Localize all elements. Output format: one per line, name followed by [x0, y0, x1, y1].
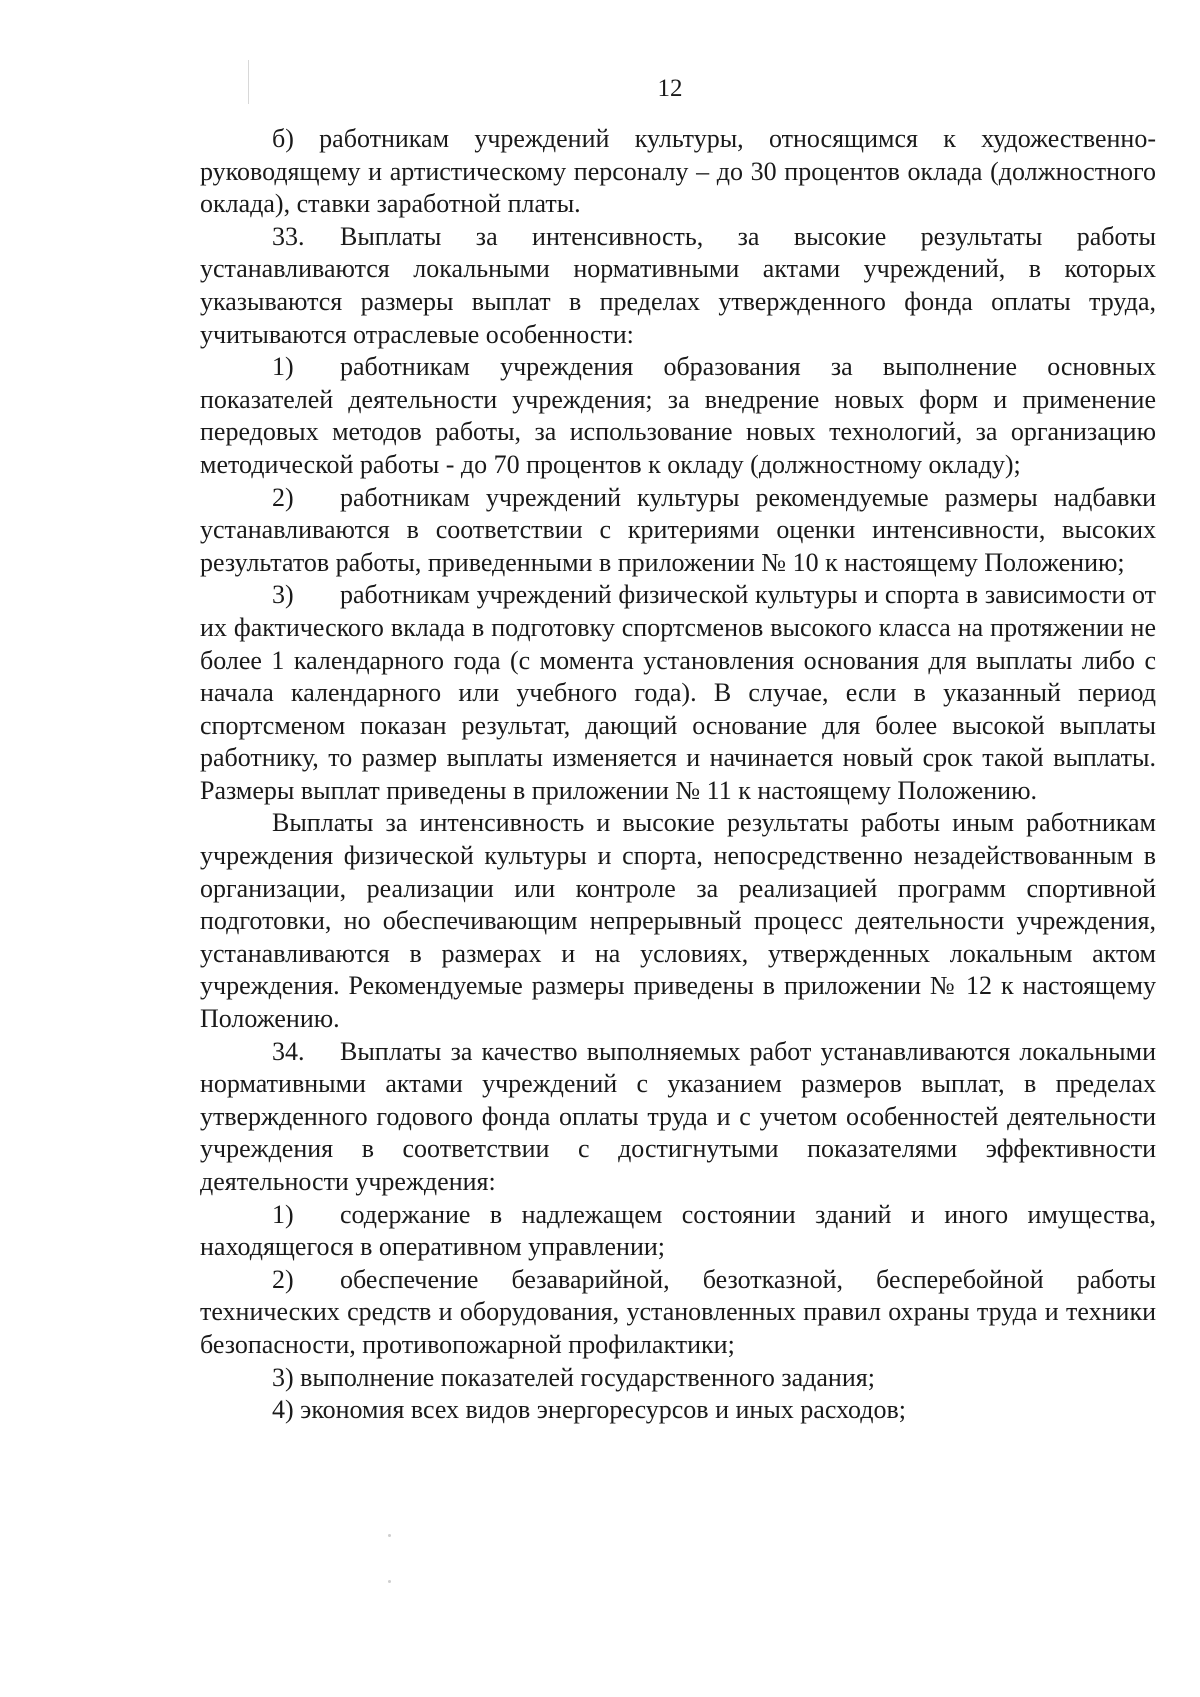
paragraph-number: 33. [272, 221, 305, 251]
list-item-text: 3) выполнение показателей государственного задания; [272, 1362, 875, 1392]
list-item-2-culture [200, 482, 1156, 580]
scan-artifact-dot [388, 1534, 391, 1537]
list-item-number: 3) [272, 580, 294, 610]
list-item-text: 4) экономия всех видов энергоресурсов и иных расходов; [272, 1395, 907, 1425]
list-item-1-education [200, 351, 1156, 481]
page-number: 12 [657, 75, 683, 102]
list-item-3-sport [200, 579, 1156, 807]
list-item-4-energy-saving [200, 1394, 1156, 1427]
paragraph-other-sport-staff [200, 807, 1156, 1035]
list-item-number: 2) [272, 482, 294, 512]
paragraph-text: Выплаты за интенсивность, за высокие результаты работы устанавливаются локальными нормативными актами учреждений, в которых указываются размеры выплат в пределах утвержденного фонда оплаты труда, учитываются отраслевые особенности: [200, 221, 1156, 349]
list-item-3-state-task [200, 1362, 1156, 1395]
list-item-1-property [200, 1199, 1156, 1264]
list-item-text: работникам учреждения образования за выполнение основных показателей деятельности учреждения; за внедрение новых форм и применение передовых методов работы, за использование новых технологий, за организацию методической работы - до 70 процентов к окладу (должностному окладу); [200, 352, 1156, 479]
paragraph-number: 34. [272, 1036, 305, 1066]
paragraph-text: б) работникам учреждений культуры, относящимся к художественно-руководящему и артистическому персоналу – до 30 процентов оклада (должностного оклада), ставки заработной платы. [200, 124, 1156, 219]
list-item-text: обеспечение безаварийной, безотказной, бесперебойной работы технических средств и оборудования, установленных правил охраны труда и техники безопасности, противопожарной профилактики; [200, 1264, 1156, 1359]
list-item-text: работникам учреждений физической культуры и спорта в зависимости от их фактического вклада в подготовку спортсменов высокого класса на протяжении не более 1 календарного года (с момента установления основания для выплаты либо с начала календарного или учебного года). В случае, если в указанный период спортсменом показан результат, дающий основание для более высокой выплаты работнику, то размер выплаты изменяется и начинается новый срок такой выплаты. Размеры выплат приведены в приложении № 11 к настоящему Положению. [200, 580, 1156, 805]
paragraph-34 [200, 1036, 1156, 1199]
list-item-text: работникам учреждений культуры рекомендуемые размеры надбавки устанавливаются в соответствии с критериями оценки интенсивности, высоких результатов работы, приведенными в приложении № 10 к настоящему Положению; [200, 482, 1156, 577]
document-body [200, 123, 1156, 1427]
list-item-number: 2) [272, 1264, 294, 1294]
paragraph-b-culture-art-staff [200, 123, 1156, 221]
paragraph-33 [200, 221, 1156, 351]
scan-artifact-dot [388, 1580, 391, 1583]
paragraph-text: Выплаты за интенсивность и высокие результаты работы иным работникам учреждения физической культуры и спорта, непосредственно незадействованным в организации, реализации или контроле за реализацией программ спортивной подготовки, но обеспечивающим непрерывный процесс деятельности учреждения, устанавливаются в размерах и на условиях, утвержденных локальным актом учреждения. Рекомендуемые размеры приведены в приложении № 12 к настоящему Положению. [200, 808, 1156, 1034]
list-item-number: 1) [272, 1199, 294, 1229]
list-item-text: содержание в надлежащем состоянии зданий и иного имущества, находящегося в оперативном управлении; [200, 1199, 1156, 1262]
list-item-2-safety [200, 1264, 1156, 1362]
list-item-number: 1) [272, 352, 294, 382]
paragraph-text: Выплаты за качество выполняемых работ устанавливаются локальными нормативными актами учреждений с указанием размеров выплат, в пределах утвержденного годового фонда оплаты труда и с учетом особенностей деятельности учреждения в соответствии с достигнутыми показателями эффективности деятельности учреждения: [200, 1036, 1156, 1196]
